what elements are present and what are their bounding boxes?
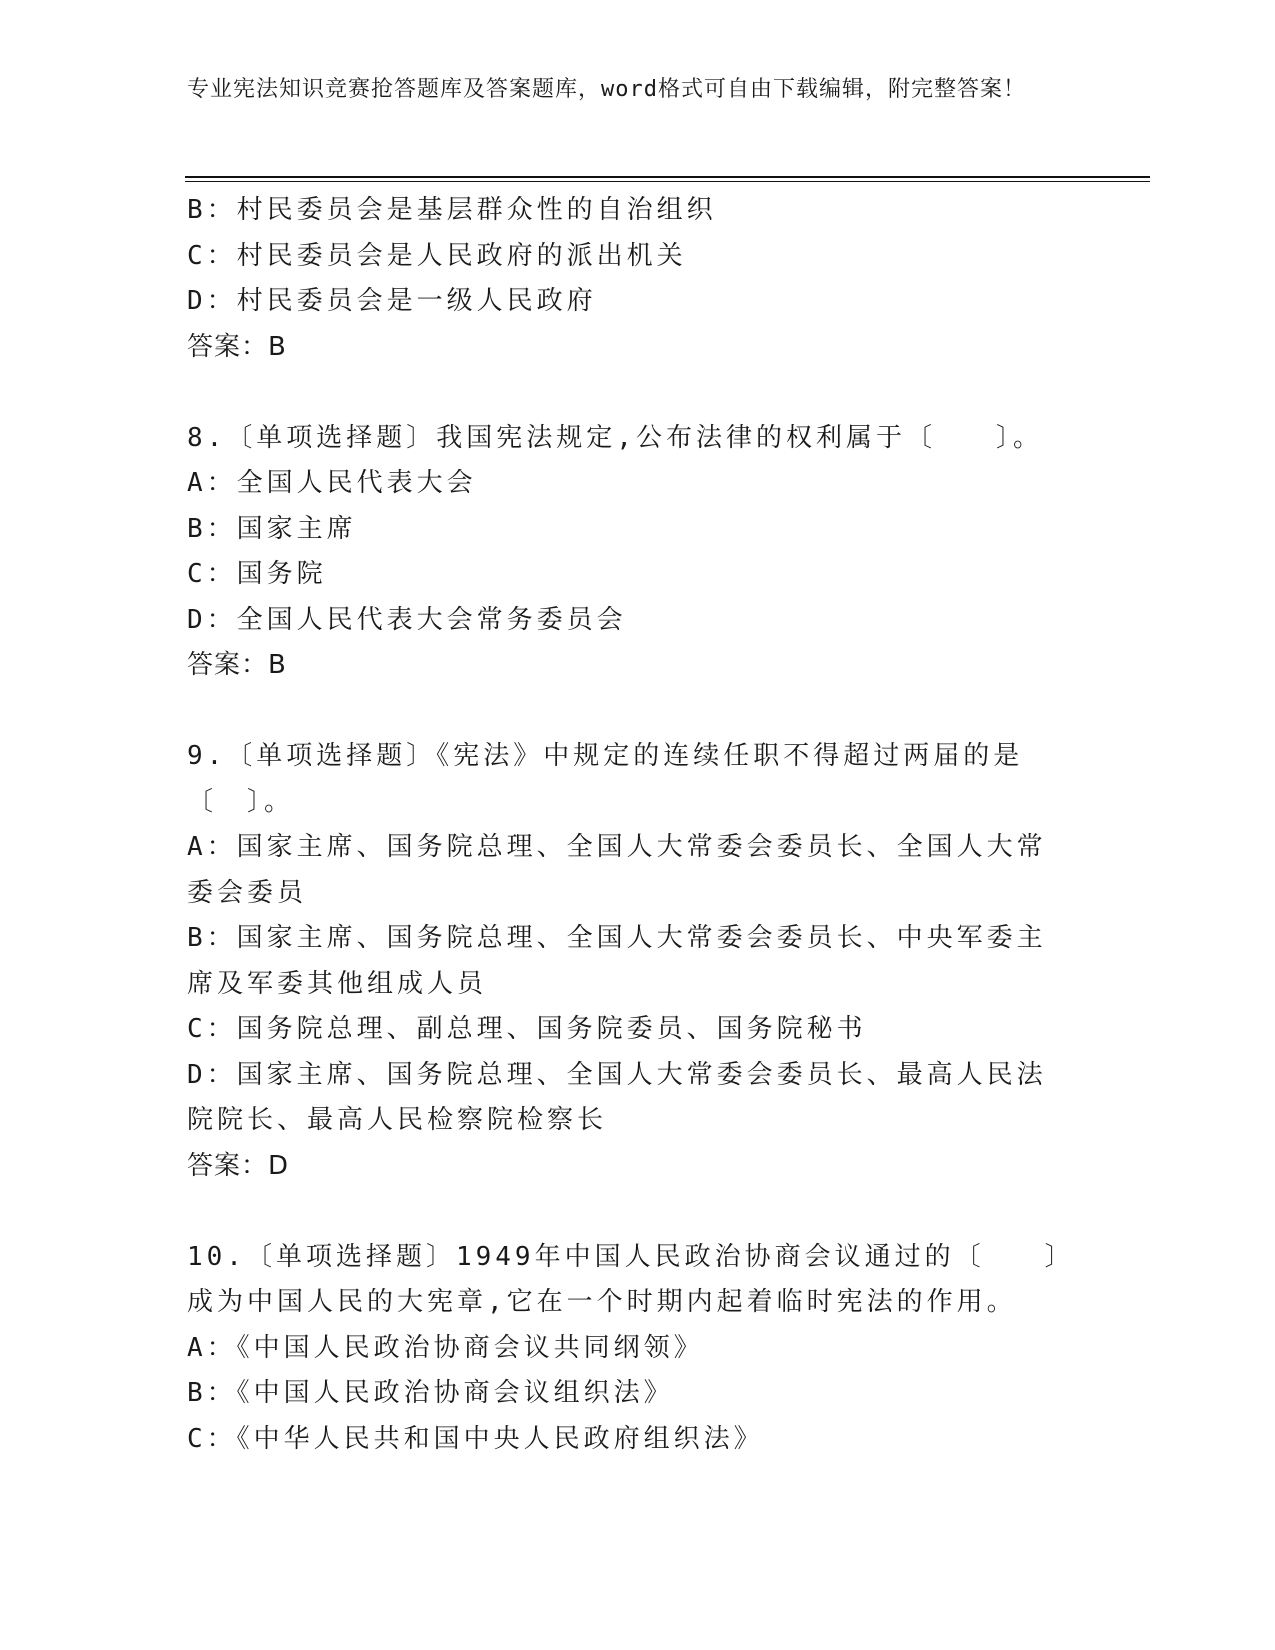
spacer <box>187 370 1067 416</box>
question-stem: 9.〔单项选择题〕《宪法》中规定的连续任职不得超过两届的是〔 〕。 <box>187 741 1024 817</box>
question-list <box>187 188 1067 1462</box>
option-c: C：国务院总理、副总理、国务院委员、国务院秘书 <box>187 1014 867 1044</box>
option-b: B：国家主席、国务院总理、全国人大常委会委员长、中央军委主席及军委其他组成人员 <box>187 923 1047 999</box>
option-c: C：村民委员会是人民政府的派出机关 <box>187 240 687 271</box>
page-header <box>187 74 1067 106</box>
question-stem: 10.〔单项选择题〕1949年中国人民政治协商会议通过的〔 〕成为中国人民的大宪章,它在一个时期内起着临时宪法的作用。 <box>187 1241 1062 1317</box>
question-block <box>187 416 1067 689</box>
option-d: D：村民委员会是一级人民政府 <box>187 286 597 316</box>
option-d: D：国家主席、国务院总理、全国人大常委会委员长、最高人民法院院长、最高人民检察院检察长 <box>187 1059 1047 1135</box>
option-a: A：国家主席、国务院总理、全国人大常委会委员长、全国人大常委会委员 <box>187 832 1047 908</box>
option-a: A：《中国人民政治协商会议共同纲领》 <box>187 1332 704 1363</box>
spacer <box>187 1189 1067 1235</box>
option-b: B：村民委员会是基层群众性的自治组织 <box>187 195 717 225</box>
option-a: A：全国人民代表大会 <box>187 468 477 498</box>
option-b: B：国家主席 <box>187 513 357 544</box>
header-divider-thick <box>185 176 1150 178</box>
answer-line: 答案：D <box>187 1150 290 1181</box>
option-d: D：全国人民代表大会常务委员会 <box>187 604 627 635</box>
answer-line: 答案：B <box>187 331 287 362</box>
answer-line: 答案：B <box>187 650 287 680</box>
question-stem: 8.〔单项选择题〕我国宪法规定,公布法律的权利属于〔 〕。 <box>187 422 1043 453</box>
option-c: C：《中华人民共和国中央人民政府组织法》 <box>187 1423 764 1454</box>
option-c: C：国务院 <box>187 559 327 589</box>
question-block <box>187 734 1067 1189</box>
spacer <box>187 689 1067 735</box>
header-title: 专业宪法知识竞赛抢答题库及答案题库，word格式可自由下载编辑，附完整答案！ <box>187 77 1026 102</box>
option-b: B：《中国人民政治协商会议组织法》 <box>187 1378 674 1408</box>
question-block <box>187 1235 1067 1463</box>
question-block <box>187 188 1067 370</box>
header-divider-thin <box>185 181 1150 182</box>
